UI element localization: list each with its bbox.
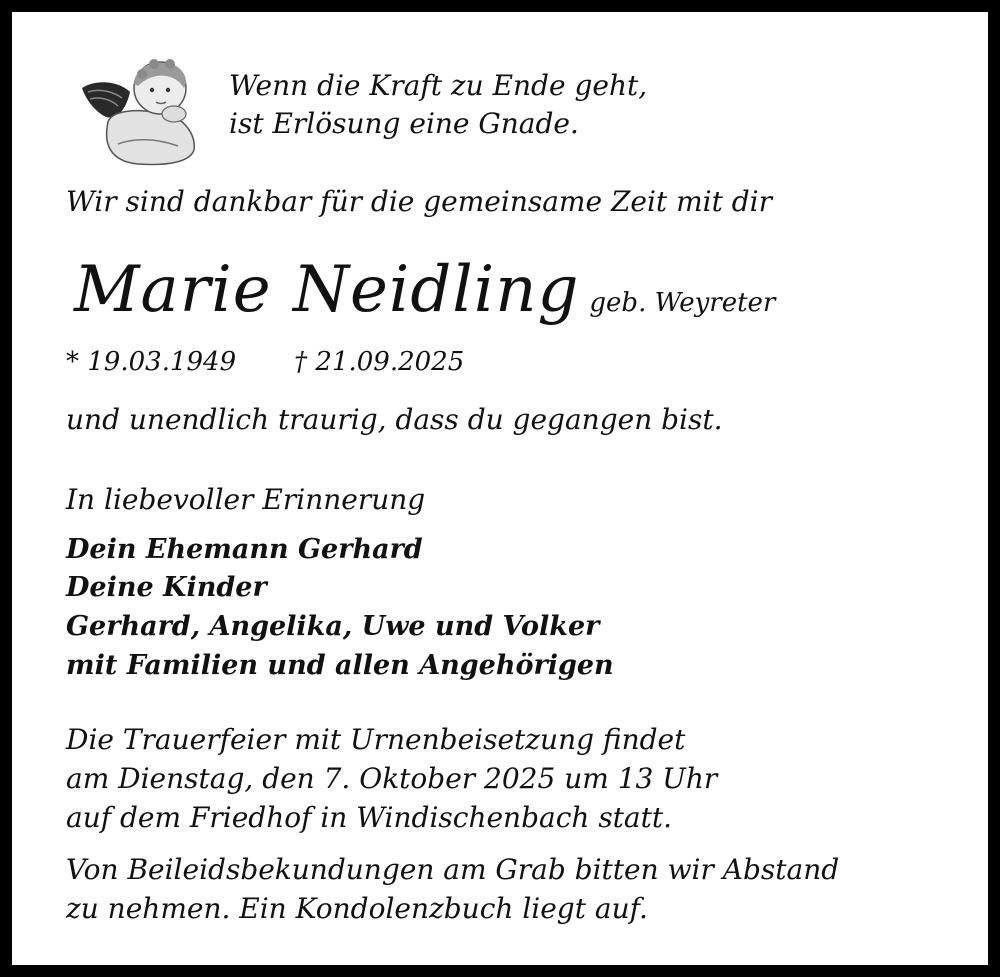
mourner-line: Deine Kinder [66,572,267,603]
cherub-angel-icon [78,52,202,170]
service-line: auf dem Friedhof in Windischenbach statt. [66,801,673,834]
life-dates [66,344,464,380]
deceased-name-row [74,250,775,330]
deceased-name: Marie Neidling [74,253,580,327]
condolence-line: Von Beileidsbekundungen am Grab bitten wir Abstand [66,853,840,886]
mourner-line: mit Familien und allen Angehörigen [66,650,614,681]
maiden-name: geb. Weyreter [589,288,776,318]
obituary-card [12,12,988,965]
motto-line-1: Wenn die Kraft zu Ende geht, [229,69,648,102]
birth-date: * 19.03.1949 [66,347,237,377]
memory-heading: In liebevoller Erinnerung [66,483,426,516]
service-line: Die Trauerfeier mit Urnenbeisetzung findet [66,723,686,756]
death-date: † 21.09.2025 [294,347,465,377]
mourner-line: Gerhard, Angelika, Uwe und Volker [66,611,600,642]
condolence-line: zu nehmen. Ein Kondolenzbuch liegt auf. [66,892,648,925]
gratitude-text: Wir sind dankbar für die gemeinsame Zeit mit dir [66,185,773,218]
service-line: am Dienstag, den 7. Oktober 2025 um 13 Uhr [66,762,718,795]
sorrow-text: und unendlich traurig, dass du gegangen bist. [66,403,723,436]
motto-line-2: ist Erlösung eine Gnade. [229,107,579,140]
mourner-line: Dein Ehemann Gerhard [66,534,423,565]
